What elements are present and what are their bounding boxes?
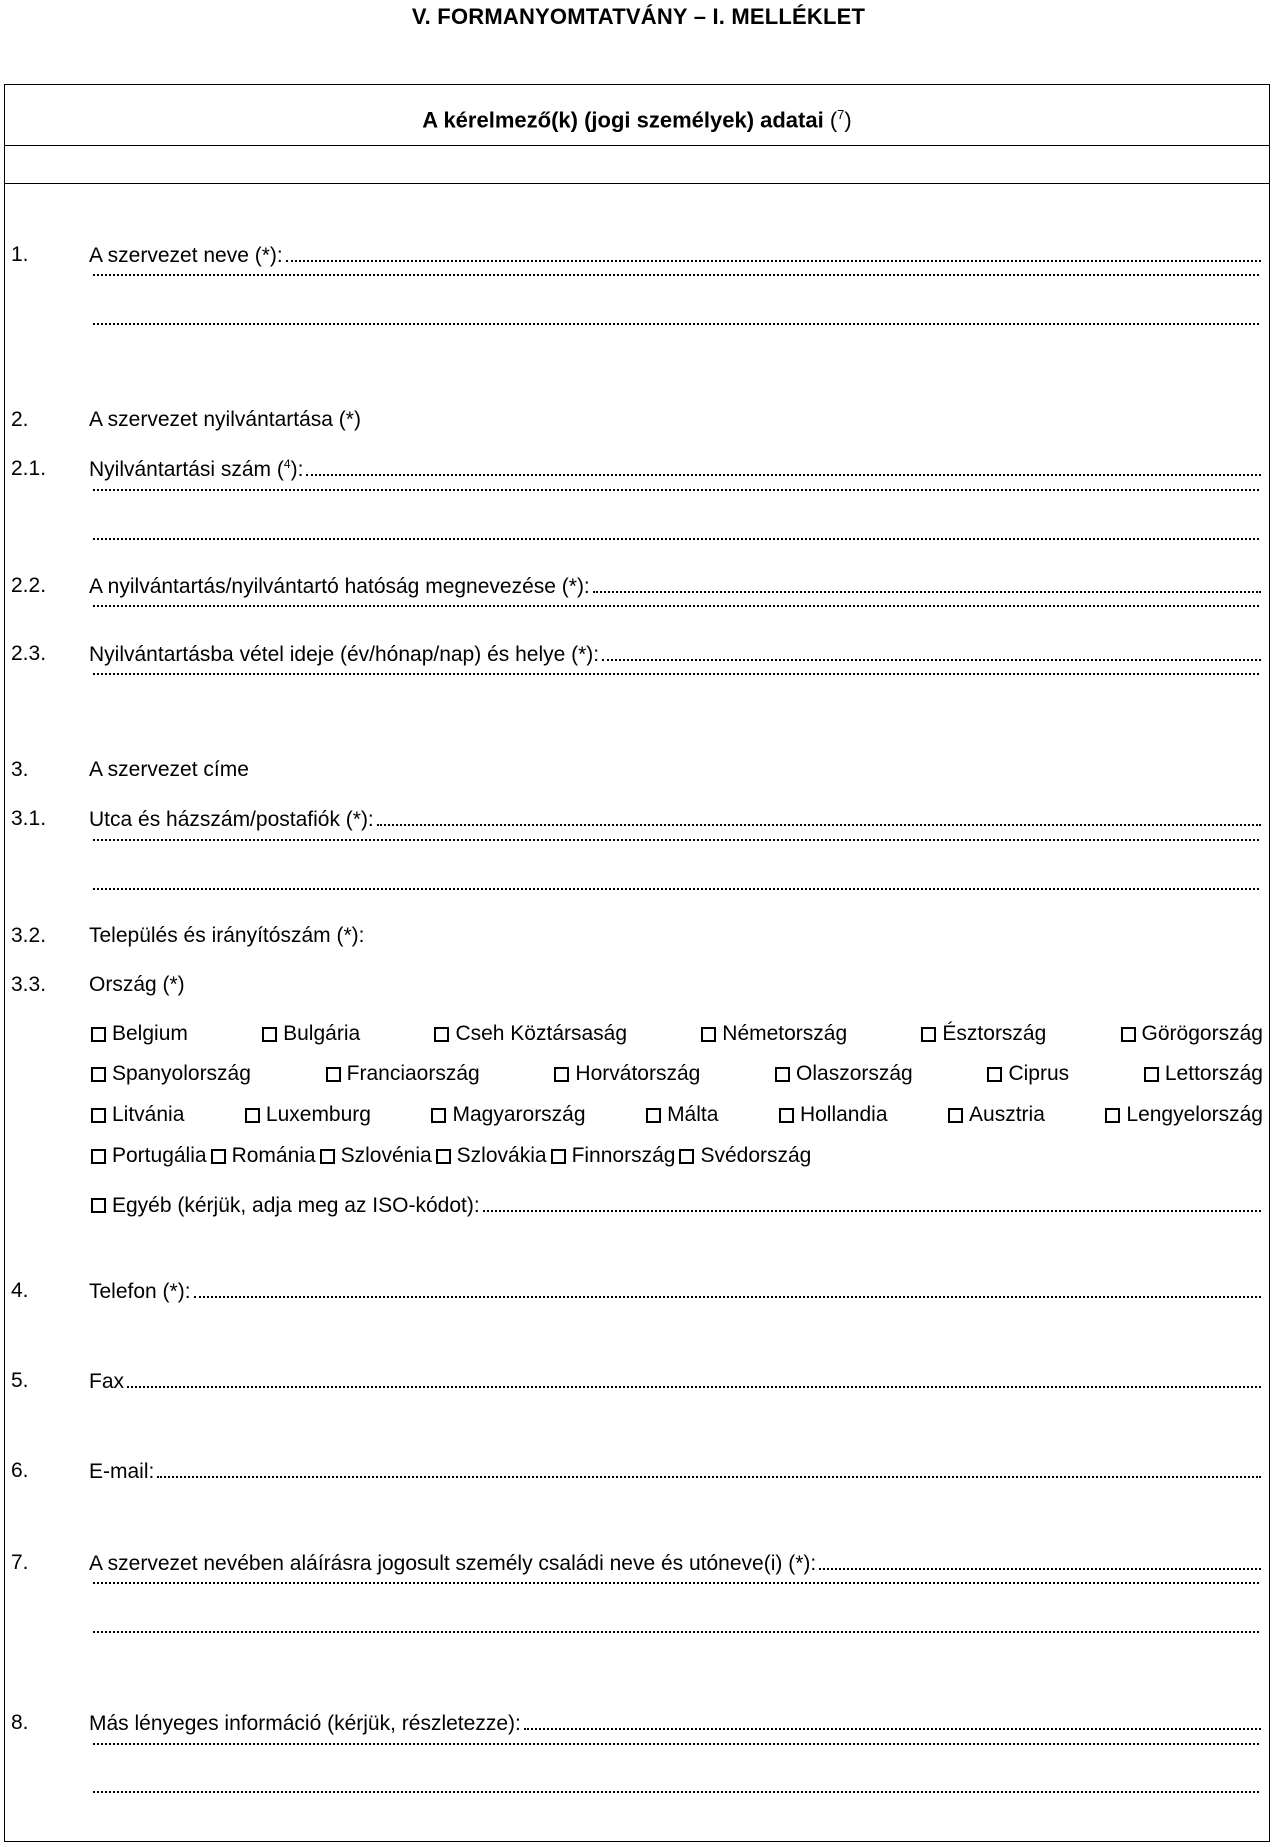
checkbox[interactable] — [326, 1067, 341, 1082]
field-label: Telefon (*): — [89, 1280, 191, 1303]
country-label: Spanyolország — [112, 1062, 251, 1085]
country-label: Svédország — [700, 1144, 812, 1167]
section-header-text: A kérelmező(k) (jogi személyek) adatai — [422, 107, 824, 133]
country-option[interactable] — [646, 1100, 718, 1130]
checkbox[interactable] — [245, 1108, 260, 1123]
field-street[interactable] — [5, 804, 1269, 834]
blank-row — [5, 145, 1269, 184]
country-label: Luxemburg — [265, 1103, 371, 1126]
country-option[interactable] — [262, 1019, 360, 1049]
fill-line[interactable] — [93, 671, 1259, 675]
field-registration — [5, 405, 1269, 435]
field-number: 3. — [11, 758, 29, 781]
country-label: Hollandia — [799, 1103, 888, 1126]
fill-line[interactable] — [377, 804, 1261, 826]
field-organisation-name[interactable] — [5, 240, 1269, 270]
field-number: 3.3. — [11, 973, 47, 996]
footnote-ref: 7 — [837, 107, 845, 122]
country-option[interactable] — [701, 1019, 847, 1049]
field-registration-date-place[interactable] — [5, 639, 1269, 669]
checkbox[interactable] — [91, 1108, 106, 1123]
field-country — [5, 970, 1269, 1000]
field-email[interactable] — [5, 1456, 1269, 1486]
field-number: 6. — [11, 1459, 29, 1482]
field-number: 2.3. — [11, 642, 47, 665]
field-label — [89, 455, 303, 485]
country-option[interactable] — [434, 1019, 627, 1049]
section-header — [5, 85, 1269, 146]
country-option[interactable] — [431, 1100, 585, 1130]
fill-line[interactable] — [93, 536, 1259, 540]
field-number: 3.2. — [11, 924, 47, 947]
country-option[interactable] — [320, 1141, 432, 1171]
label-part: ): — [290, 458, 304, 481]
field-city-postcode[interactable] — [5, 921, 1269, 951]
field-number: 5. — [11, 1369, 29, 1392]
field-address — [5, 755, 1269, 785]
country-option[interactable] — [211, 1141, 316, 1171]
fill-line[interactable] — [93, 603, 1259, 607]
fill-line[interactable] — [93, 272, 1259, 276]
country-label: Litvánia — [112, 1103, 185, 1126]
country-option[interactable] — [436, 1141, 547, 1171]
country-label: Belgium — [112, 1022, 188, 1045]
country-row — [91, 1019, 1263, 1049]
field-registration-authority[interactable] — [5, 571, 1269, 601]
form-frame — [4, 84, 1270, 1842]
country-option[interactable] — [551, 1141, 676, 1171]
field-label: Ország (*) — [89, 973, 185, 996]
country-label: Szlovénia — [340, 1144, 432, 1167]
checkbox[interactable] — [262, 1027, 277, 1042]
country-row — [91, 1100, 1263, 1130]
country-option[interactable] — [91, 1059, 251, 1089]
checkbox[interactable] — [211, 1149, 226, 1164]
country-label: Ausztria — [969, 1103, 1045, 1126]
country-label: Portugália — [112, 1144, 207, 1167]
checkbox[interactable] — [91, 1198, 106, 1213]
country-option[interactable] — [91, 1141, 207, 1171]
field-label: A szervezet nevében aláírásra jogosult személy családi neve és utóneve(i) (*): — [89, 1552, 817, 1575]
country-option[interactable] — [948, 1100, 1045, 1130]
country-label: Észtország — [942, 1022, 1047, 1045]
checkbox[interactable] — [779, 1108, 794, 1123]
checkbox[interactable] — [1144, 1067, 1159, 1082]
country-option[interactable] — [779, 1100, 888, 1130]
checkbox[interactable] — [921, 1027, 936, 1042]
checkbox[interactable] — [1105, 1108, 1120, 1123]
checkbox[interactable] — [551, 1149, 566, 1164]
field-registration-number[interactable] — [5, 454, 1269, 484]
checkbox[interactable] — [434, 1027, 449, 1042]
field-number: 2. — [11, 408, 29, 431]
fill-line[interactable] — [819, 1548, 1261, 1570]
checkbox[interactable] — [91, 1067, 106, 1082]
country-row — [91, 1141, 1263, 1171]
country-label: Szlovákia — [456, 1144, 547, 1167]
field-number: 1. — [11, 243, 29, 266]
country-option[interactable] — [91, 1019, 188, 1049]
fill-line[interactable] — [93, 1789, 1259, 1793]
fill-line[interactable] — [157, 1456, 1261, 1478]
checkbox[interactable] — [91, 1149, 106, 1164]
footnote-ref: 4 — [283, 457, 291, 471]
checkbox[interactable] — [320, 1149, 335, 1164]
country-label: Finnország — [571, 1144, 676, 1167]
checkbox[interactable] — [987, 1067, 1002, 1082]
fill-line[interactable] — [127, 1366, 1261, 1388]
country-label: Lettország — [1164, 1062, 1263, 1085]
country-label: Horvátország — [575, 1062, 701, 1085]
field-authorised-signatory[interactable] — [5, 1548, 1269, 1578]
country-option[interactable] — [1105, 1100, 1263, 1130]
field-label: A szervezet nyilvántartása (*) — [89, 408, 361, 431]
country-option[interactable] — [1121, 1019, 1263, 1049]
fill-line[interactable] — [93, 1741, 1259, 1745]
checkbox[interactable] — [775, 1067, 790, 1082]
fill-line[interactable] — [194, 1276, 1261, 1298]
fill-line[interactable] — [93, 487, 1259, 491]
country-other-label: Egyéb (kérjük, adja meg az ISO-kódot): — [112, 1194, 480, 1217]
country-label: Franciaország — [346, 1062, 480, 1085]
country-option[interactable] — [1144, 1059, 1263, 1089]
checkbox[interactable] — [948, 1108, 963, 1123]
checkbox[interactable] — [91, 1027, 106, 1042]
checkbox[interactable] — [431, 1108, 446, 1123]
country-label: Lengyelország — [1126, 1103, 1263, 1126]
checkbox[interactable] — [554, 1067, 569, 1082]
checkbox[interactable] — [701, 1027, 716, 1042]
field-label: E-mail: — [89, 1460, 155, 1483]
field-label: Utca és házszám/postafiók (*): — [89, 808, 374, 831]
fill-line[interactable] — [483, 1190, 1261, 1212]
country-row — [91, 1059, 1263, 1089]
country-label: Románia — [231, 1144, 316, 1167]
country-option[interactable] — [775, 1059, 913, 1089]
country-option[interactable] — [554, 1059, 700, 1089]
note-open: ( — [829, 107, 838, 133]
country-option[interactable] — [245, 1100, 371, 1130]
country-label: Bulgária — [283, 1022, 361, 1045]
field-label: Nyilvántartásba vétel ideje (év/hónap/nap) és helye (*): — [89, 643, 600, 666]
fill-line[interactable] — [93, 321, 1259, 325]
country-option[interactable] — [91, 1100, 184, 1130]
country-label: Magyarország — [452, 1103, 586, 1126]
country-option[interactable] — [679, 1141, 811, 1171]
note-close: ) — [844, 107, 852, 133]
fill-line[interactable] — [286, 240, 1261, 262]
field-fax[interactable] — [5, 1366, 1269, 1396]
checkbox[interactable] — [436, 1149, 451, 1164]
field-label: A nyilvántartás/nyilvántartó hatóság megnevezése (*): — [89, 575, 590, 598]
field-label: A szervezet neve (*): — [89, 244, 283, 267]
country-label: Görögország — [1141, 1022, 1263, 1045]
field-label: A szervezet címe — [89, 758, 249, 781]
fill-line[interactable] — [602, 639, 1261, 661]
field-phone[interactable] — [5, 1276, 1269, 1306]
field-number: 4. — [11, 1279, 29, 1302]
field-number: 2.1. — [11, 457, 47, 480]
fill-line[interactable] — [93, 837, 1259, 841]
country-option[interactable] — [326, 1059, 480, 1089]
field-label: Település és irányítószám (*): — [89, 924, 365, 947]
checkbox[interactable] — [1121, 1027, 1136, 1042]
form-title: V. FORMANYOMTATVÁNY – I. MELLÉKLET — [411, 4, 866, 29]
country-label: Ciprus — [1008, 1062, 1070, 1085]
fill-line[interactable] — [306, 454, 1261, 476]
country-label: Málta — [667, 1103, 719, 1126]
fill-line[interactable] — [93, 1580, 1259, 1584]
fill-line[interactable] — [593, 571, 1261, 593]
country-label: Cseh Köztársaság — [455, 1022, 628, 1045]
field-number: 7. — [11, 1551, 29, 1574]
country-option[interactable] — [921, 1019, 1046, 1049]
country-label: Németország — [722, 1022, 848, 1045]
field-label: Fax — [89, 1370, 125, 1393]
field-number: 8. — [11, 1711, 29, 1734]
field-number: 3.1. — [11, 807, 47, 830]
country-other[interactable] — [91, 1190, 1261, 1220]
country-option[interactable] — [987, 1059, 1069, 1089]
fill-line[interactable] — [93, 886, 1259, 890]
field-label: Más lényeges információ (kérjük, részletezze): — [89, 1712, 521, 1735]
field-number: 2.2. — [11, 574, 47, 597]
field-other-information[interactable] — [5, 1708, 1269, 1738]
fill-line[interactable] — [524, 1708, 1261, 1730]
checkbox[interactable] — [679, 1149, 694, 1164]
label-part: Nyilvántartási szám ( — [89, 458, 284, 481]
country-label: Olaszország — [796, 1062, 913, 1085]
checkbox[interactable] — [646, 1108, 661, 1123]
fill-line[interactable] — [93, 1629, 1259, 1633]
